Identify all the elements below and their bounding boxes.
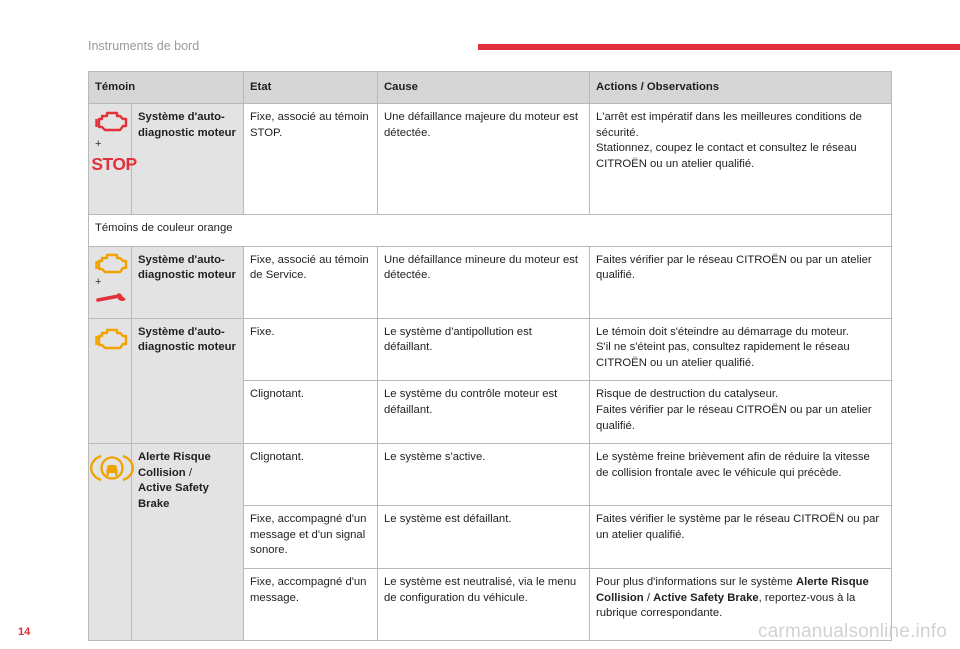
cause-cell: Une défaillance majeure du moteur est détectée. — [378, 104, 590, 215]
engine-icon — [95, 253, 129, 275]
icon-cell — [89, 104, 137, 215]
actions-bold-text: Active Safety Brake — [653, 591, 759, 604]
etat-cell: Clignotant. — [244, 444, 378, 506]
etat-cell: Fixe. — [244, 318, 378, 381]
column-header-temoin: Témoin — [89, 72, 244, 104]
table-header-row — [89, 72, 892, 104]
svg-text:STOP: STOP — [91, 154, 137, 174]
warning-name-separator: / — [185, 466, 192, 479]
plus-sign: + — [95, 138, 102, 150]
actions-cell — [590, 318, 892, 381]
page-number: 14 — [18, 626, 31, 638]
cause-cell: Le système est défaillant. — [378, 506, 590, 569]
actions-line: S'il ne s'éteint pas, consultez rapidement le réseau CITROËN ou un atelier qualifié. — [596, 341, 850, 369]
actions-cell — [590, 506, 892, 569]
cause-cell: Le système du contrôle moteur est défaillant. — [378, 381, 590, 444]
icon-cell — [89, 444, 132, 641]
actions-cell — [590, 246, 892, 318]
warning-name — [132, 444, 244, 641]
table-row — [89, 104, 892, 215]
section-row — [89, 215, 892, 247]
icon-cell — [89, 318, 132, 444]
actions-line: Stationnez, coupez le contact et consultez le réseau CITROËN ou un atelier qualifié. — [596, 142, 857, 170]
page-header-title: Instruments de bord — [88, 39, 200, 53]
section-label-orange: Témoins de couleur orange — [89, 215, 892, 247]
cause-cell: Le système s'active. — [378, 444, 590, 506]
cause-cell: Le système est neutralisé, via le menu de configuration du véhicule. — [378, 568, 590, 640]
etat-cell: Clignotant. — [244, 381, 378, 444]
actions-cell — [590, 381, 892, 444]
table-row — [89, 246, 892, 318]
collision-alert-icon — [95, 453, 129, 483]
etat-cell: Fixe, accompagné d'un message et d'un signal sonore. — [244, 506, 378, 569]
actions-line: Faites vérifier par le réseau CITROËN ou par un atelier qualifié. — [596, 403, 872, 432]
actions-separator: / — [643, 591, 654, 604]
cause-cell: Le système d'antipollution est défaillant. — [378, 318, 590, 381]
warning-name-part: Alerte Risque Collision — [138, 451, 211, 479]
column-header-actions: Actions / Observations — [590, 72, 892, 104]
actions-line: Faites vérifier le système par le réseau CITROËN ou par un atelier qualifié. — [596, 513, 880, 541]
warning-name: Système d'auto-diagnostic moteur — [132, 318, 244, 444]
cause-cell: Une défaillance mineure du moteur est détectée. — [378, 246, 590, 318]
actions-line: Faites vérifier par le réseau CITROËN ou par un atelier qualifié. — [596, 253, 872, 282]
stop-icon — [91, 154, 137, 174]
actions-line: L'arrêt est impératif dans les meilleures conditions de sécurité. — [596, 111, 862, 139]
actions-text: , reportez-vous à la rubrique correspondante. — [596, 591, 856, 620]
header-accent-bar — [478, 44, 960, 50]
watermark: carmanualsonline.info — [757, 621, 947, 642]
plus-sign: + — [95, 275, 102, 288]
table-row — [89, 444, 892, 506]
etat-cell: Fixe, associé au témoin STOP. — [244, 104, 378, 215]
actions-line: Risque de destruction du catalyseur. — [596, 388, 779, 401]
column-header-etat: Etat — [244, 72, 378, 104]
table-row — [89, 318, 892, 381]
actions-line: Le témoin doit s'éteindre au démarrage du moteur. — [596, 325, 849, 338]
engine-icon — [95, 327, 129, 353]
actions-text: Pour plus d'informations sur le système — [596, 575, 796, 588]
warning-lights-table — [88, 71, 892, 641]
actions-bold-text: Alerte Risque Collision — [596, 575, 869, 604]
actions-line: Le système freine brièvement afin de réduire la vitesse de collision frontale avec le véhicule qui précède. — [596, 451, 870, 479]
actions-cell — [590, 444, 892, 506]
wrench-icon — [95, 289, 129, 303]
engine-icon — [95, 110, 129, 134]
etat-cell: Fixe, accompagné d'un message. — [244, 568, 378, 640]
warning-name: Système d'auto-diagnostic moteur — [132, 246, 244, 318]
icon-cell — [89, 246, 132, 318]
warning-name-part: Active Safety Brake — [138, 482, 209, 510]
column-header-cause: Cause — [378, 72, 590, 104]
actions-cell — [590, 104, 892, 215]
warning-name: Système d'auto-diagnostic moteur — [132, 104, 244, 215]
etat-cell: Fixe, associé au témoin de Service. — [244, 246, 378, 318]
